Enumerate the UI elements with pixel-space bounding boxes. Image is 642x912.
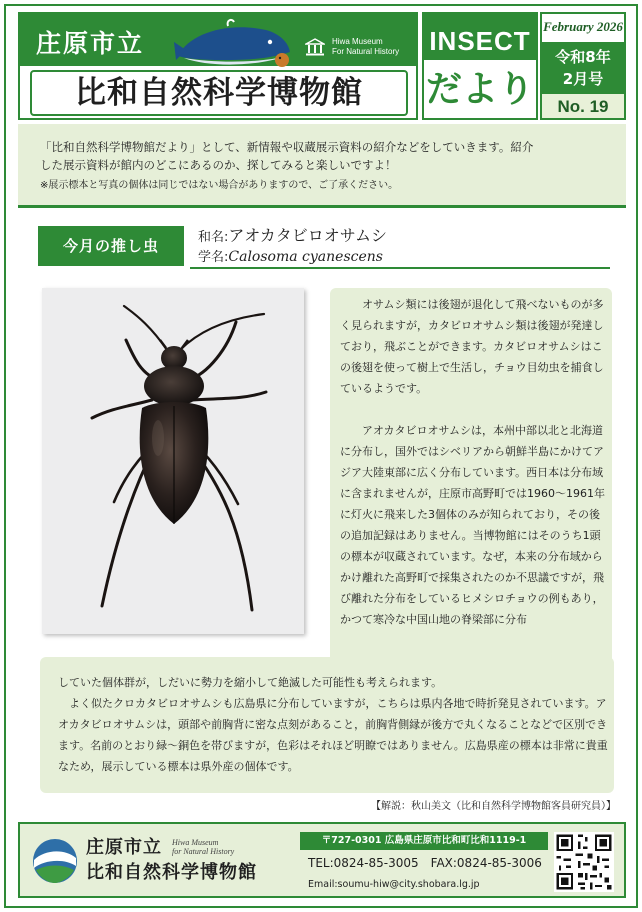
intro-note: ※展示標本と写真の個体は同じではない場合がありますので、ご了承ください。 [40, 180, 399, 191]
header-city: 庄原市立 [36, 29, 145, 58]
footer-museum-name: 比和自然科学博物館 [86, 862, 257, 883]
footer-address: 〒727-0301 広島県庄原市比和町比和1119-1 [300, 832, 548, 850]
footer [18, 822, 626, 898]
japanese-name [198, 226, 387, 248]
header-title-box [18, 12, 418, 120]
article-paragraph-1: オサムシ類には後翅が退化して飛べないものが多く見られますが，カタビロオサムシ類は後翅が発達しており，飛ぶことができます。カタビロオサムシはこの後翅を使って樹上で生活し，チョウ目幼虫を捕食しているようです。 [340, 298, 604, 395]
header-en-line1: Hiwa Museum [332, 37, 383, 46]
insect-title: INSECT [424, 14, 536, 60]
footer-en-line1: Hiwa Museum [172, 838, 219, 847]
footer-en-line2: for Natural History [172, 847, 235, 856]
footer-tel-fax: TEL:0824-85-3005 FAX:0824-85-3006 [308, 856, 542, 870]
scientific-name-label: 学名: [198, 250, 229, 265]
footer-logo-icon [30, 838, 80, 884]
dayori-title: だより [425, 69, 534, 110]
issue-number: No. 19 [542, 94, 624, 120]
footer-city: 庄原市立 [86, 837, 162, 858]
issue-month-en: February 2026 [542, 14, 624, 40]
scientific-name-value: Calosoma cyanescens [228, 249, 383, 265]
issue-era-year: 令和8年 [555, 48, 611, 66]
footer-email[interactable]: Email:soumu-hiw@city.shobara.lg.jp [308, 879, 480, 890]
beetle-photo [42, 288, 304, 634]
intro-line-1: 「比和自然科学博物館だより」として、新情報や収蔵展示資料の紹介などをしていきます。紹介 [40, 140, 534, 154]
scientific-name [198, 247, 383, 267]
museum-building-icon [305, 38, 325, 56]
article-paragraph-3: よく似たクロカタビロオサムシも広島県に分布していますが，こちらは県内各地で時折発見されています。アオカタビロオサムシは，頭部や前胸背に密な点刻があること，前胸背側縁が後方で丸くなることなどで区別できます。名前のとおり緑～銅色を帯びますが，色彩はそれほど明瞭ではありません。広島県産の標本は非常に貴重なため，展示している標本は県外産の個体です。 [58, 697, 608, 773]
japanese-name-label: 和名: [198, 230, 229, 245]
intro-line-2: した展示資料が館内のどこにあるのか、探してみると楽しいですよ！ [40, 158, 397, 172]
whale-icon [170, 16, 300, 72]
header-en-line2: For Natural History [332, 47, 400, 56]
article-paragraph-2-continued: していた個体群が，しだいに勢力を縮小して絶滅した可能性も考えられます。 [58, 676, 443, 689]
issue-month: 2月号 [562, 70, 604, 88]
beetle-illustration [42, 288, 304, 634]
article-paragraph-2: アオカタビロオサムシは，本州中部以北と北海道に分布し，国外ではシベリアから朝鮮半島にかけてアジア大陸東部に広く分布しています。西日本は分布域に含まれませんが，庄原市高野町では1960～1961年に灯火に飛来した3個体のみが知られており，その後の追加記録はありません。当博物館にはそのうち1頭の標本が収蔵されています。なぜ，本来の分布域からかけ離れた高野町で採集されたのか不思議ですが，飛び離れた分布をしているヒメシロチョウの例もあり，かつて寒冷な中国山地の脊梁部に分布 [340, 424, 605, 626]
issue-date-box [540, 12, 626, 120]
japanese-name-value: アオカタビロオサムシ [228, 226, 387, 245]
qr-code[interactable] [554, 832, 614, 892]
intro-section [18, 124, 626, 208]
feature-label: 今月の推し虫 [38, 226, 184, 266]
author-credit: 【解説：秋山美文（比和自然科学博物館客員研究員）】 [371, 801, 616, 812]
name-underline [190, 267, 610, 269]
header-museum-name: 比和自然科学博物館 [30, 70, 408, 116]
insect-title-box [422, 12, 538, 120]
issue-month-jp [542, 42, 624, 94]
